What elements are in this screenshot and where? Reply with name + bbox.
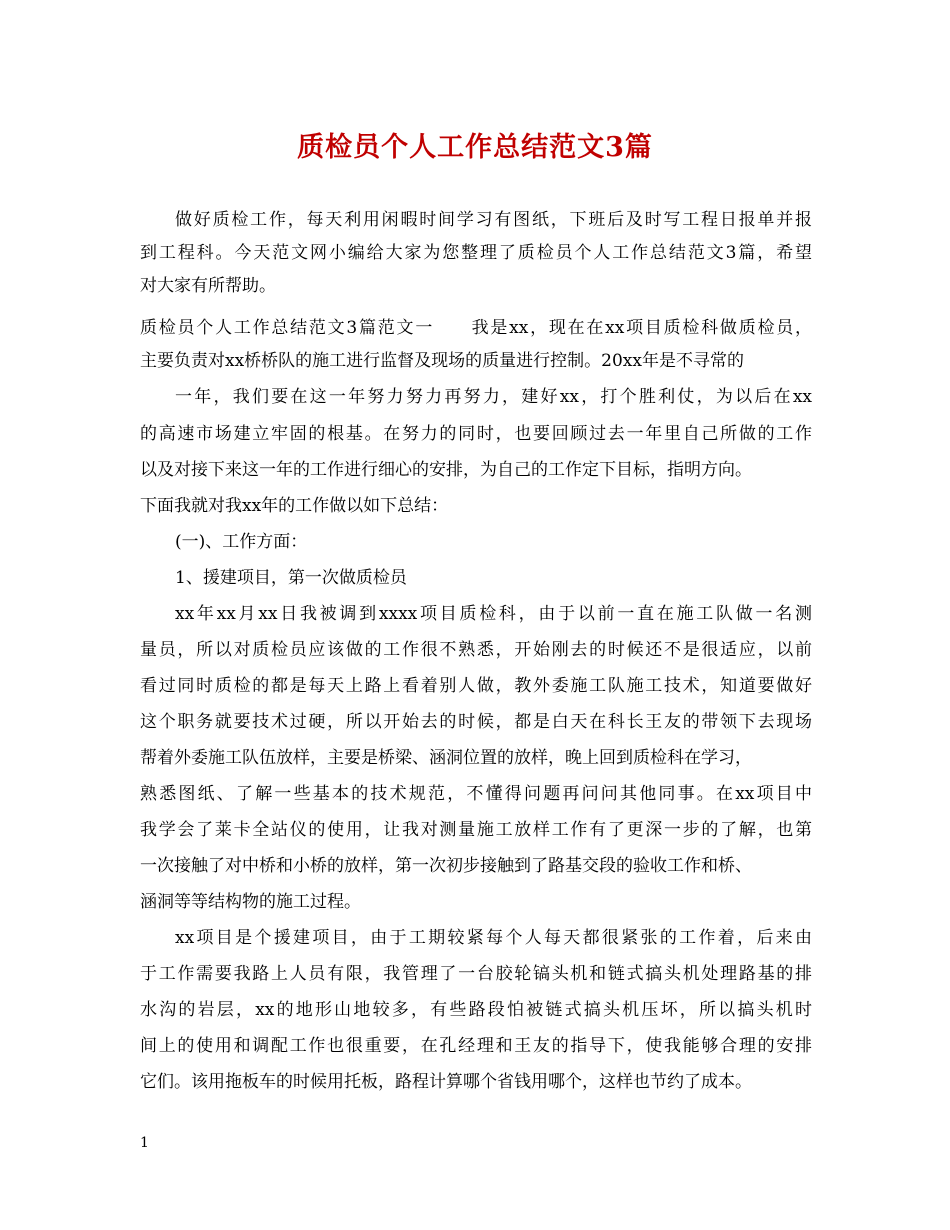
text-line: (一)、工作方面： bbox=[175, 532, 308, 552]
text-line: 的高速市场建立牢固的根基。在努力的同时，也要回顾过去一年里自己所做的工作 bbox=[140, 424, 812, 444]
text-line: 做好质检工作，每天利用闲暇时间学习有图纸，下班后及时写工程日报单并报 bbox=[175, 210, 812, 230]
text-line: 它们。该用拖板车的时候用托板，路程计算哪个省钱用哪个，这样也节约了成本。 bbox=[140, 1072, 752, 1092]
text-line: 帮着外委施工队伍放样，主要是桥梁、涵洞位置的放样，晚上回到质检科在学习， bbox=[140, 748, 752, 768]
text-line: 对大家有所帮助。 bbox=[140, 276, 276, 296]
text-line: 下面我就对我xx年的工作做以如下总结： bbox=[140, 496, 449, 516]
text-line: 1、援建项目，第一次做质检员 bbox=[175, 568, 407, 588]
text-line: 一次接触了对中桥和小桥的放样，第一次初步接触到了路基交段的验收工作和桥、 bbox=[140, 856, 752, 876]
text-line: xx项目是个援建项目，由于工期较紧每个人每天都很紧张的工作着，后来由 bbox=[175, 928, 812, 948]
text-line: 质检员个人工作总结范文3篇范文一 我是xx，现在在xx项目质检科做质检员， bbox=[140, 318, 812, 338]
text-line: 我学会了莱卡全站仪的使用，让我对测量施工放样工作有了更深一步的了解，也第 bbox=[140, 820, 812, 840]
text-line: 看过同时质检的都是每天上路上看着别人做，教外委施工队施工技术，知道要做好 bbox=[140, 676, 812, 696]
page-number: 1 bbox=[140, 1135, 149, 1151]
text-line: 以及对接下来这一年的工作进行细心的安排，为自己的工作定下目标，指明方向。 bbox=[140, 460, 752, 480]
text-line: 量员，所以对质检员应该做的工作很不熟悉，开始刚去的时候还不是很适应，以前 bbox=[140, 640, 812, 660]
document-title: 质检员个人工作总结范文3篇 bbox=[297, 132, 653, 163]
text-line: 水沟的岩层，xx的地形山地较多，有些路段怕被链式搞头机压坏，所以搞头机时 bbox=[140, 1000, 812, 1020]
text-line: 这个职务就要技术过硬，所以开始去的时候，都是白天在科长王友的带领下去现场 bbox=[140, 712, 812, 732]
text-line: 主要负责对xx桥桥队的施工进行监督及现场的质量进行控制。20xx年是不寻常的 bbox=[140, 351, 744, 371]
text-line: 间上的使用和调配工作也很重要，在孔经理和王友的指导下，使我能够合理的安排 bbox=[140, 1036, 812, 1056]
text-line: 涵洞等等结构物的施工过程。 bbox=[140, 892, 361, 912]
text-line: xx年xx月xx日我被调到xxxx项目质检科，由于以前一直在施工队做一名测 bbox=[175, 604, 812, 624]
text-line: 一年，我们要在这一年努力努力再努力，建好xx，打个胜利仗，为以后在xx bbox=[175, 387, 812, 407]
text-line: 熟悉图纸、了解一些基本的技术规范，不懂得问题再问问其他同事。在xx项目中 bbox=[140, 784, 812, 804]
text-line: 于工作需要我路上人员有限，我管理了一台胶轮镐头机和链式搞头机处理路基的排 bbox=[140, 964, 812, 984]
text-line: 到工程科。今天范文网小编给大家为您整理了质检员个人工作总结范文3篇，希望 bbox=[140, 243, 812, 263]
